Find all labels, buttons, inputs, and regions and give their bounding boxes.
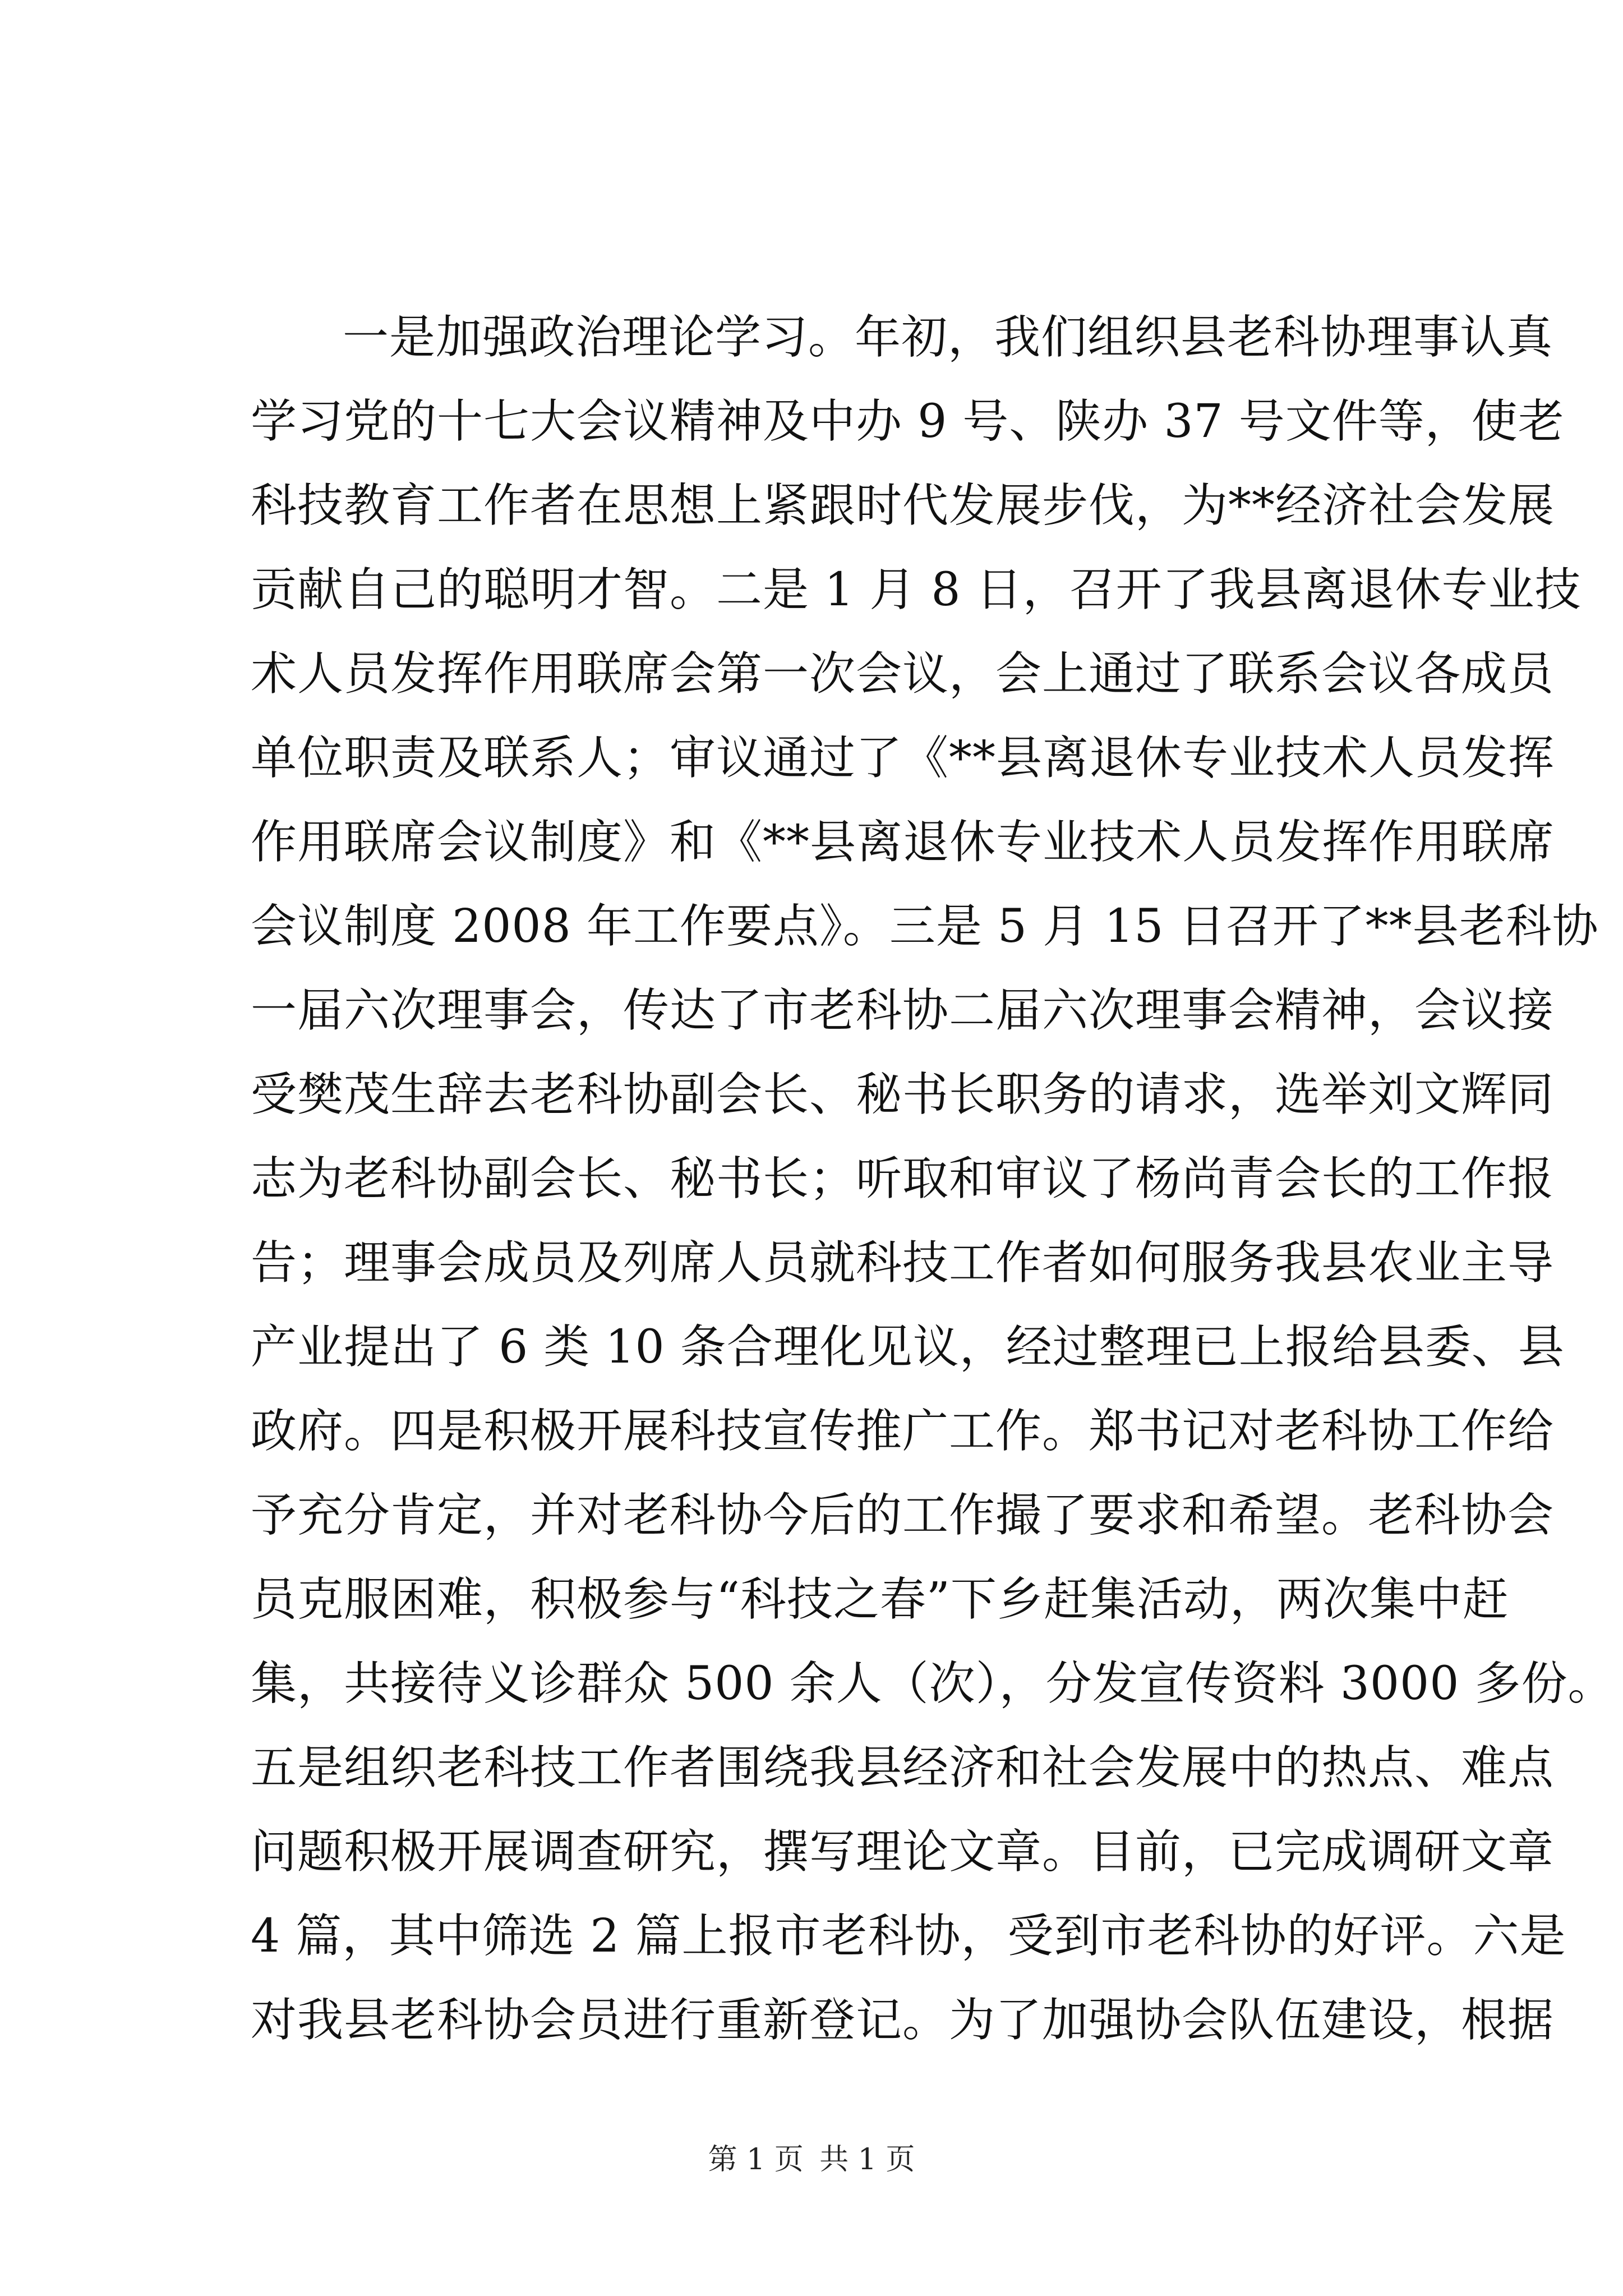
text-line: 对我县老科协会员进行重新登记。为了加强协会队伍建设，根据	[251, 1994, 1555, 2047]
text-line: 五是组织老科技工作者围绕我县经济和社会发展中的热点、难点	[251, 1741, 1555, 1795]
page-number: 第 1 页	[708, 2143, 804, 2177]
text-line: 志为老科协副会长、秘书长；听取和审议了杨尚青会长的工作报	[251, 1152, 1555, 1205]
body-paragraph	[251, 296, 1615, 2063]
text-line: 贡献自己的聪明才智。二是 1 月 8 日，召开了我县离退休专业技	[251, 563, 1581, 616]
text-line: 单位职责及联系人；审议通过了《**县离退休专业技术人员发挥	[251, 731, 1555, 785]
text-line: 作用联席会议制度》和《**县离退休专业技术人员发挥作用联席	[251, 816, 1555, 869]
text-line: 一届六次理事会，传达了市老科协二届六次理事会精神，会议接	[251, 984, 1555, 1037]
text-line: 一是加强政治理论学习。年初，我们组织县老科协理事认真	[343, 311, 1553, 364]
text-line: 问题积极开展调查研究，撰写理论文章。目前，已完成调研文章	[251, 1825, 1555, 1879]
text-line: 4 篇，其中筛选 2 篇上报市老科协，受到市老科协的好评。六是	[251, 1910, 1566, 1963]
text-line: 科技教育工作者在思想上紧跟时代发展步伐，为**经济社会发展	[251, 479, 1555, 532]
text-line: 政府。四是积极开展科技宣传推广工作。郑书记对老科协工作给	[251, 1405, 1555, 1458]
text-line: 受樊茂生辞去老科协副会长、秘书长职务的请求，选举刘文辉同	[251, 1068, 1555, 1121]
text-line: 员克服困难，积极参与“科技之春”下乡赶集活动，两次集中赶	[251, 1573, 1509, 1626]
text-line: 告；理事会成员及列席人员就科技工作者如何服务我县农业主导	[251, 1236, 1555, 1290]
text-line: 学习党的十七大会议精神及中办 9 号、陕办 37 号文件等，使老	[251, 395, 1565, 448]
page-footer	[0, 2140, 1623, 2179]
text-line: 产业提出了 6 类 10 条合理化见议，经过整理已上报给县委、县	[251, 1320, 1565, 1374]
text-line: 术人员发挥作用联席会第一次会议，会上通过了联系会议各成员	[251, 647, 1555, 701]
text-line: 予充分肯定，并对老科协今后的工作撮了要求和希望。老科协会	[251, 1489, 1555, 1542]
text-line: 集，共接待义诊群众 500 余人（次），分发宣传资料 3000 多份。	[251, 1657, 1615, 1710]
page-total: 共 1 页	[819, 2143, 915, 2177]
text-line: 会议制度 2008 年工作要点》。三是 5 月 15 日召开了**县老科协	[251, 900, 1599, 953]
